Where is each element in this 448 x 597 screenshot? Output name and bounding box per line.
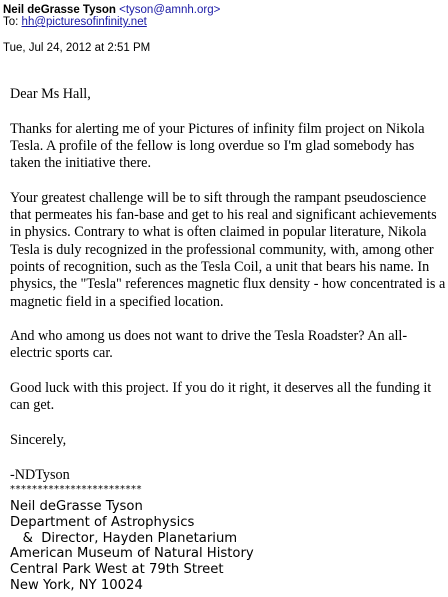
body-paragraph: Thanks for alerting me of your Pictures of infinity film project on Nikola Tesla. A profile of the fellow is long overdue so I'm glad somebody has taken the initiative there. — [10, 120, 425, 172]
signature-block — [10, 484, 254, 594]
signature-separator: ************************ — [10, 484, 142, 495]
from-line — [3, 4, 220, 16]
signature-line: Department of Astrophysics — [10, 514, 195, 530]
sender-name: Neil deGrasse Tyson — [3, 4, 116, 16]
closing: Sincerely, — [10, 431, 67, 448]
body-paragraph: Good luck with this project. If you do it right, it deserves all the funding it can get. — [10, 380, 432, 414]
body-paragraph: Your greatest challenge will be to sift through the rampant pseudoscience that permeates his fan-base and get to his real and significant achievements in physics. Contrary to what is often claimed in popular literature, Nikola Tesla is duly recognized in the professional community, with, among other points of recognition, such as the Tesla Coil, a unit that bears his name. In physics, the "Tesla" references magnetic flux density - how concentrated is a magnetic field in a specified location. — [10, 189, 446, 310]
sent-date: Tue, Jul 24, 2012 at 2:51 PM — [3, 42, 151, 54]
recipient-email[interactable]: hh@picturesofinfinity.net — [21, 16, 147, 28]
body-paragraph: And who among us does not want to drive the Tesla Roadster? An all-electric sports car. — [10, 328, 408, 362]
signature-line: New York, NY 10024 — [10, 577, 143, 593]
email-header — [3, 4, 220, 28]
signature-line: Central Park West at 79th Street — [10, 562, 224, 578]
sender-email[interactable]: <tyson@amnh.org> — [119, 4, 221, 16]
signature-line: American Museum of Natural History — [10, 546, 254, 562]
sign-off: -NDTyson — [10, 466, 70, 483]
greeting: Dear Ms Hall, — [10, 86, 91, 102]
to-line — [3, 16, 220, 28]
signature-line: Neil deGrasse Tyson — [10, 499, 143, 514]
signature-line: & Director, Hayden Planetarium — [10, 530, 238, 546]
to-label: To: — [3, 16, 19, 28]
email-body — [10, 86, 446, 501]
